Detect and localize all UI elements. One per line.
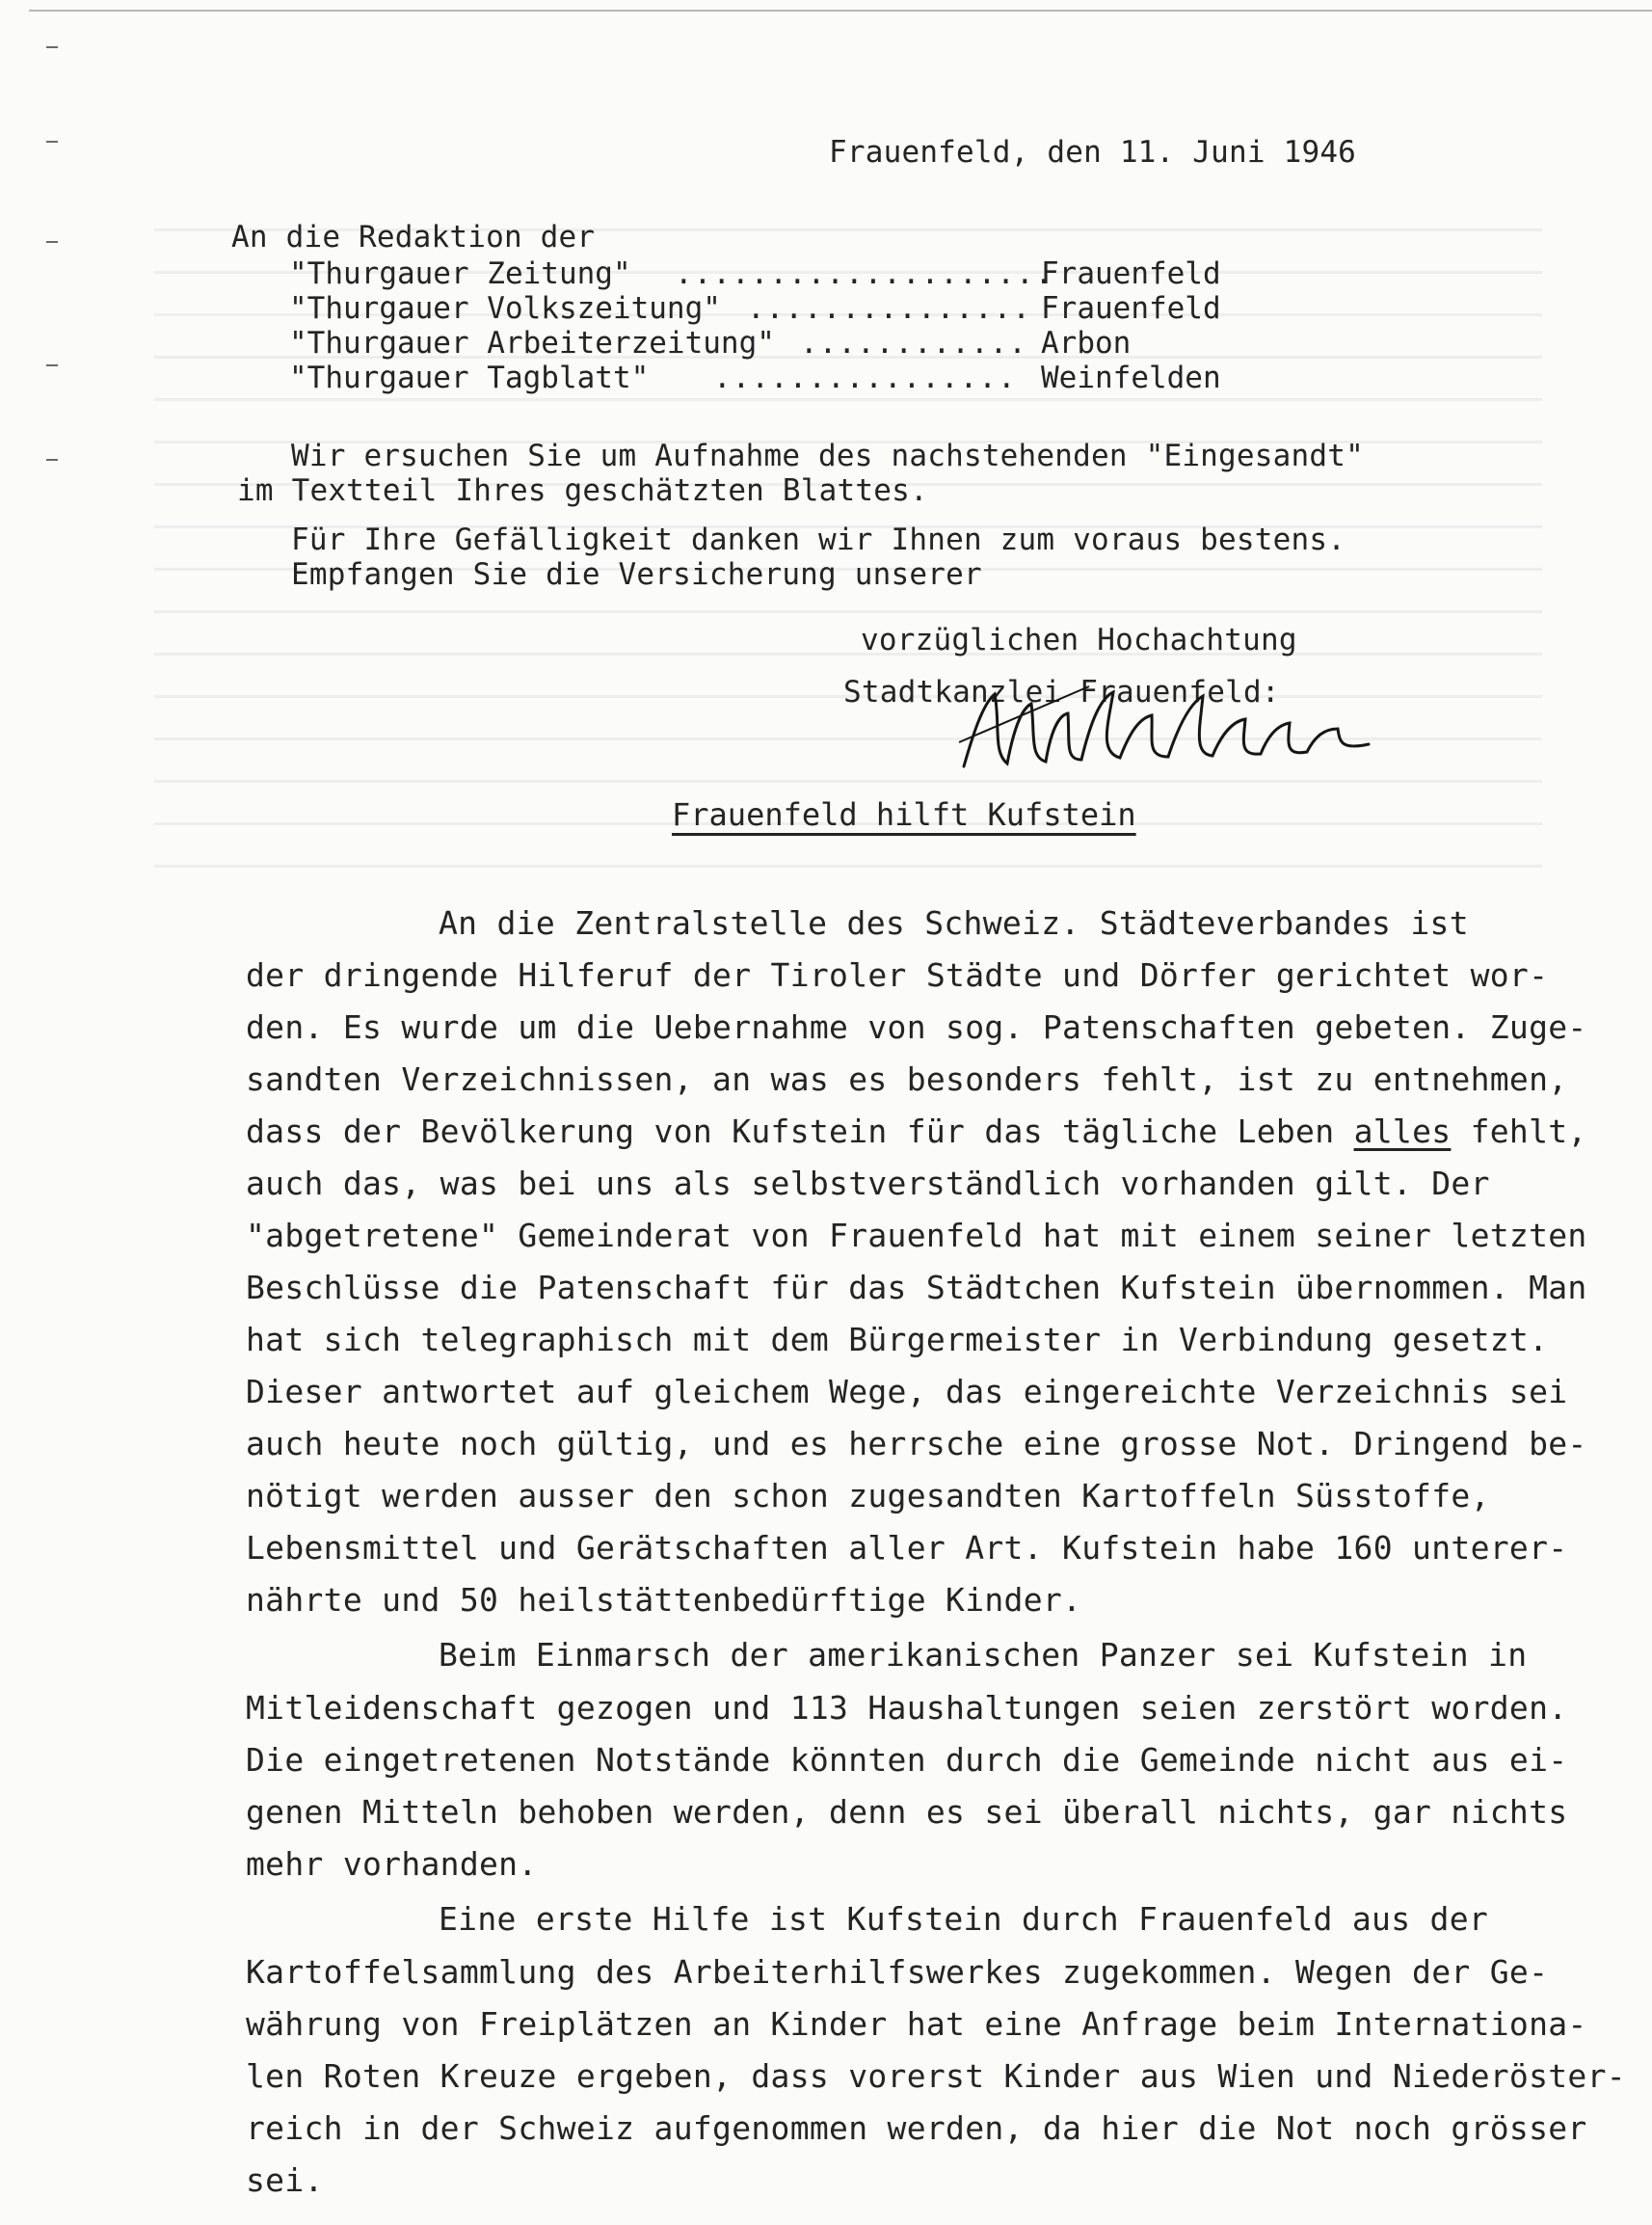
place-date: Frauenfeld, den 11. Juni 1946: [829, 135, 1357, 170]
article-line: auch heute noch gültig, und es herrsche eine grosse Not. Dringend be-: [246, 1425, 1587, 1462]
newspaper-place: Weinfelden: [1041, 361, 1221, 395]
newspaper-place: Frauenfeld: [1041, 256, 1221, 291]
leader-dots: ....................: [675, 256, 1054, 291]
cover-line: im Textteil Ihres geschätzten Blattes.: [237, 473, 928, 508]
article-line: Die eingetretenen Notstände könnten durch die Gemeinde nicht aus ei-: [246, 1741, 1568, 1779]
article-line: nötigt werden ausser den schon zugesandten Kartoffeln Süsstoffe,: [246, 1477, 1490, 1515]
newspaper-place: Frauenfeld: [1041, 291, 1221, 326]
page-top-edge: [29, 10, 1652, 12]
article-line: Lebensmittel und Gerätschaften aller Art. Kufstein habe 160 unterer-: [246, 1529, 1568, 1567]
newspaper-name: "Thurgauer Tagblatt": [289, 361, 650, 395]
article-line: den. Es wurde um die Uebernahme von sog. Patenschaften gebeten. Zuge-: [246, 1008, 1587, 1046]
margin-mark: [46, 141, 58, 143]
article-line: der dringende Hilferuf der Tiroler Städte und Dörfer gerichtet wor-: [246, 956, 1549, 994]
newspaper-place: Arbon: [1041, 326, 1132, 361]
article-text: dass der Bevölkerung von Kufstein für das tägliche Leben: [246, 1112, 1354, 1150]
article-line: Dieser antwortet auf gleichem Wege, das eingereichte Verzeichnis sei: [246, 1373, 1568, 1410]
article-line: sandten Verzeichnissen, an was es besonders fehlt, ist zu entnehmen,: [246, 1060, 1568, 1098]
cover-line: Für Ihre Gefälligkeit danken wir Ihnen zum voraus bestens.: [291, 523, 1346, 557]
newspaper-name: "Thurgauer Arbeiterzeitung": [289, 326, 775, 361]
article-line: [246, 1112, 1587, 1151]
article-line: Mitleidenschaft gezogen und 113 Haushaltungen seien zerstört worden.: [246, 1689, 1568, 1727]
article-line: "abgetretene" Gemeinderat von Frauenfeld hat mit einem seiner letzten: [246, 1217, 1587, 1254]
article-line: len Roten Kreuze ergeben, dass vorerst Kinder aus Wien und Niederöster-: [246, 2057, 1626, 2095]
margin-mark: [46, 459, 58, 461]
article-line: genen Mitteln behoben werden, denn es sei überall nichts, gar nichts: [246, 1793, 1568, 1831]
sender-office: Stadtkanzlei Frauenfeld:: [843, 675, 1280, 710]
article-line: nährte und 50 heilstättenbedürftige Kinder.: [246, 1581, 1082, 1619]
leader-dots: ............: [800, 326, 1027, 361]
newspaper-name: "Thurgauer Volkszeitung": [289, 291, 721, 326]
article-line: sei.: [246, 2161, 324, 2199]
newspaper-name: "Thurgauer Zeitung": [289, 256, 631, 291]
article-title: Frauenfeld hilft Kufstein: [672, 796, 1136, 833]
article-text: fehlt,: [1451, 1112, 1587, 1150]
cover-line: Wir ersuchen Sie um Aufnahme des nachstehenden "Eingesandt": [291, 439, 1364, 473]
article-line: auch das, was bei uns als selbstverständlich vorhanden gilt. Der: [246, 1165, 1490, 1202]
leader-dots: ................: [713, 361, 1017, 395]
margin-mark: [46, 241, 58, 243]
leader-dots: ...............: [747, 291, 1031, 326]
article-line: mehr vorhanden.: [246, 1845, 538, 1883]
recipients-intro: An die Redaktion der: [231, 220, 596, 255]
article-line: Kartoffelsammlung des Arbeiterhilfswerkes zugekommen. Wegen der Ge-: [246, 1953, 1549, 1991]
article-line: Beschlüsse die Patenschaft für das Städtchen Kufstein übernommen. Man: [246, 1269, 1587, 1306]
margin-mark: [46, 46, 58, 48]
article-line: währung von Freiplätzen an Kinder hat eine Anfrage beim Internationa-: [246, 2005, 1587, 2043]
article-line: reich in der Schweiz aufgenommen werden, da hier die Not noch grösser: [246, 2109, 1587, 2147]
cover-line: Empfangen Sie die Versicherung unserer: [291, 557, 982, 592]
margin-mark: [46, 364, 58, 366]
underlined-word: alles: [1353, 1112, 1452, 1150]
article-line: An die Zentralstelle des Schweiz. Städteverbandes ist: [439, 904, 1469, 942]
article-line: hat sich telegraphisch mit dem Bürgermeister in Verbindung gesetzt.: [246, 1321, 1549, 1358]
closing-salutation: vorzüglichen Hochachtung: [861, 623, 1297, 657]
article-line: Eine erste Hilfe ist Kufstein durch Frauenfeld aus der: [439, 1900, 1489, 1938]
handwritten-signature: [954, 675, 1378, 781]
article-line: Beim Einmarsch der amerikanischen Panzer sei Kufstein in: [439, 1636, 1528, 1674]
